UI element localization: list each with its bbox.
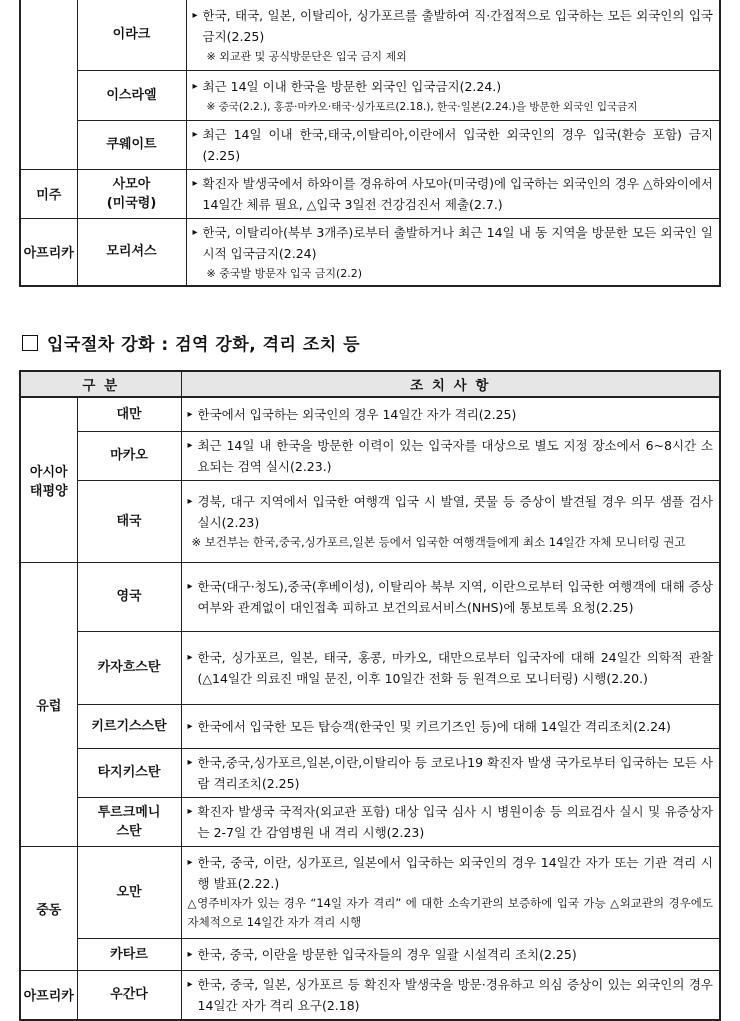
table-row: [20, 169, 720, 218]
country-name-sub: (미국령): [106, 195, 157, 211]
measure-text: ▸ 최근 14일 이내 한국,태국,이탈리아,이란에서 입국한 외국인의 경우 입국(환승 포함) 금지(2.25): [193, 124, 714, 166]
measure-text: ▸ 한국, 태국, 일본, 이탈리아, 싱가포르를 출발하여 직·간접적으로 입국하는 모든 외국인의 입국 금지(2.25): [193, 5, 714, 47]
header-region: 구 분: [20, 371, 181, 397]
table-row: [20, 480, 720, 562]
region-cell: [20, 0, 77, 169]
measure-cell: [186, 169, 720, 218]
measure-text: ▸ 한국, 중국, 이란, 싱가포르, 일본에서 입국하는 외국인의 경우 14일간 자가 또는 기관 격리 시행 발표(2.22.): [188, 852, 713, 894]
region-cell: 미주: [20, 169, 77, 218]
measure-cell: [181, 631, 720, 704]
table-row: [20, 970, 720, 1020]
table-row: [20, 846, 720, 938]
measure-cell: [181, 397, 720, 431]
table-row: [20, 431, 720, 480]
note-text: ※ 중국(2.2.), 홍콩·마카오·태국·싱가포르(2.18.), 한국·일본(2.24.)을 방문한 외국인 입국금지: [206, 100, 638, 113]
table-row: [20, 704, 720, 748]
measure-cell: [181, 480, 720, 562]
table-header-row: [20, 371, 720, 397]
measure-cell: [181, 846, 720, 938]
entry-ban-table: [19, 0, 721, 287]
note-text: ※ 보건부는 한국,중국,싱가포르,일본 등에서 입국한 여행객들에게 최소 14일간 자체 모니터링 권고: [191, 534, 686, 549]
measure-cell: [181, 431, 720, 480]
measure-cell: [181, 562, 720, 631]
country-cell: 이라크: [77, 0, 186, 70]
measure-text: ▸ 경북, 대구 지역에서 입국한 여행객 입국 시 발열, 콧물 등 증상이 발견될 경우 의무 샘플 검사 실시(2.23): [188, 491, 713, 533]
country-cell: 쿠웨이트: [77, 120, 186, 169]
country-cell: 카자흐스탄: [77, 631, 181, 704]
region-cell: 아프리카: [20, 970, 77, 1020]
measure-text: ▸ 한국, 중국, 일본, 싱가포르 등 확진자 발생국을 방문·경유하고 의심 증상이 있는 외국인의 경우 14일간 자가 격리 요구(2.18): [188, 974, 713, 1016]
measure-text: ▸ 한국, 중국, 이란을 방문한 입국자들의 경우 일괄 시설격리 조치(2.25): [188, 944, 713, 965]
country-cell: 카타르: [77, 938, 181, 970]
measure-cell: [186, 70, 720, 120]
measure-text: ▸ 한국, 이탈리아(북부 3개주)로부터 출발하거나 최근 14일 내 동 지역을 방문한 모든 외국인 일시적 입국금지(2.24): [193, 222, 714, 264]
table-row: [20, 218, 720, 286]
country-cell: 대만: [77, 397, 181, 431]
country-cell: 태국: [77, 480, 181, 562]
table-row: [20, 397, 720, 431]
country-cell: 모리셔스: [77, 218, 186, 286]
checkbox-square-icon: [22, 335, 38, 351]
measure-cell: [181, 797, 720, 846]
region-cell: 아프리카: [20, 218, 77, 286]
table-row: [20, 748, 720, 797]
measure-cell: [181, 748, 720, 797]
measure-text: ▸ 한국(대구·청도),중국(후베이성), 이탈리아 북부 지역, 이란으로부터 입국한 여행객에 대해 증상 여부와 관계없이 대인접촉 피하고 보건의료서비스(NHS)에 통보토록 요청(2.25): [188, 576, 713, 618]
country-cell: 우간다: [77, 970, 181, 1020]
country-cell: [77, 169, 186, 218]
region-name-sub: 태평양: [29, 483, 68, 499]
header-measure: 조 치 사 항: [181, 371, 720, 397]
country-cell: 타지키스탄: [77, 748, 181, 797]
region-cell: [20, 397, 77, 562]
region-name: 아시아: [29, 464, 68, 480]
note-text: △영주비자가 있는 경우 “14일 자가 격리” 에 대한 소속기관의 보증하에 입국 가능 △외교관의 경우에도 자체적으로 14일간 자가 격리 시행: [187, 896, 713, 929]
measure-text: ▸ 최근 14일 내 한국을 방문한 이력이 있는 입국자를 대상으로 별도 지정 장소에서 6~8시간 소요되는 검역 실시(2.23.): [188, 435, 713, 477]
note-text: ※ 중국발 방문자 입국 금지(2.2): [206, 266, 363, 280]
measure-text: ▸ 한국에서 입국하는 외국인의 경우 14일간 자가 격리(2.25): [188, 404, 713, 425]
table-row: [20, 631, 720, 704]
section-title: [22, 330, 360, 355]
note-text: ※ 외교관 및 공식방문단은 입국 금지 제외: [206, 49, 407, 63]
measure-cell: [181, 704, 720, 748]
measure-cell: [186, 120, 720, 169]
region-cell: 유럽: [20, 562, 77, 846]
table-row: [20, 797, 720, 846]
country-name-sub: 스탄: [116, 823, 142, 839]
country-cell: 영국: [77, 562, 181, 631]
measure-text: ▸ 확진자 발생국에서 하와이를 경유하여 사모아(미국령)에 입국하는 외국인의 경우 △하와이에서 14일간 체류 필요, △입국 3일전 건강검진서 제출(2.7.): [193, 173, 714, 215]
measure-cell: [186, 0, 720, 70]
country-cell: 이스라엘: [77, 70, 186, 120]
country-cell: 마카오: [77, 431, 181, 480]
country-name: 사모아: [112, 176, 151, 192]
country-cell: 키르기스스탄: [77, 704, 181, 748]
section-title-text: 입국절차 강화 : 검역 강화, 격리 조치 등: [47, 335, 361, 355]
measure-cell: [181, 970, 720, 1020]
table-row: [20, 70, 720, 120]
measure-text: ▸ 최근 14일 이내 한국을 방문한 외국인 입국금지(2.24.): [193, 76, 714, 97]
country-cell: 오만: [77, 846, 181, 938]
measure-cell: [186, 218, 720, 286]
table-row: [20, 0, 720, 70]
country-cell: [77, 797, 181, 846]
table-row: [20, 120, 720, 169]
measure-cell: [181, 938, 720, 970]
region-cell: 중동: [20, 846, 77, 970]
country-name: 투르크메니: [97, 804, 161, 820]
measure-text: ▸ 한국,중국,싱가포르,일본,이란,이탈리아 등 코로나19 확진자 발생 국가로부터 입국하는 모든 사람 격리조치(2.25): [188, 752, 713, 794]
measure-text: ▸ 확진자 발생국 국적자(외교관 포함) 대상 입국 심사 시 병원이송 등 의료검사 실시 및 유증상자는 2-7일 간 감염병원 내 격리 시행(2.23): [188, 801, 713, 843]
quarantine-measures-table: [19, 370, 721, 1021]
table-row: [20, 938, 720, 970]
measure-text: ▸ 한국, 싱가포르, 일본, 태국, 홍콩, 마카오, 대만으로부터 입국자에 대해 24일간 의학적 관찰(△14일간 의료진 매일 문진, 이후 10일간 전화 등 원격으로 모니터링) 시행(2.20.): [188, 647, 713, 689]
measure-text: ▸ 한국에서 입국한 모든 탑승객(한국인 및 키르기즈인 등)에 대해 14일간 격리조치(2.24): [188, 716, 713, 737]
table-row: [20, 562, 720, 631]
